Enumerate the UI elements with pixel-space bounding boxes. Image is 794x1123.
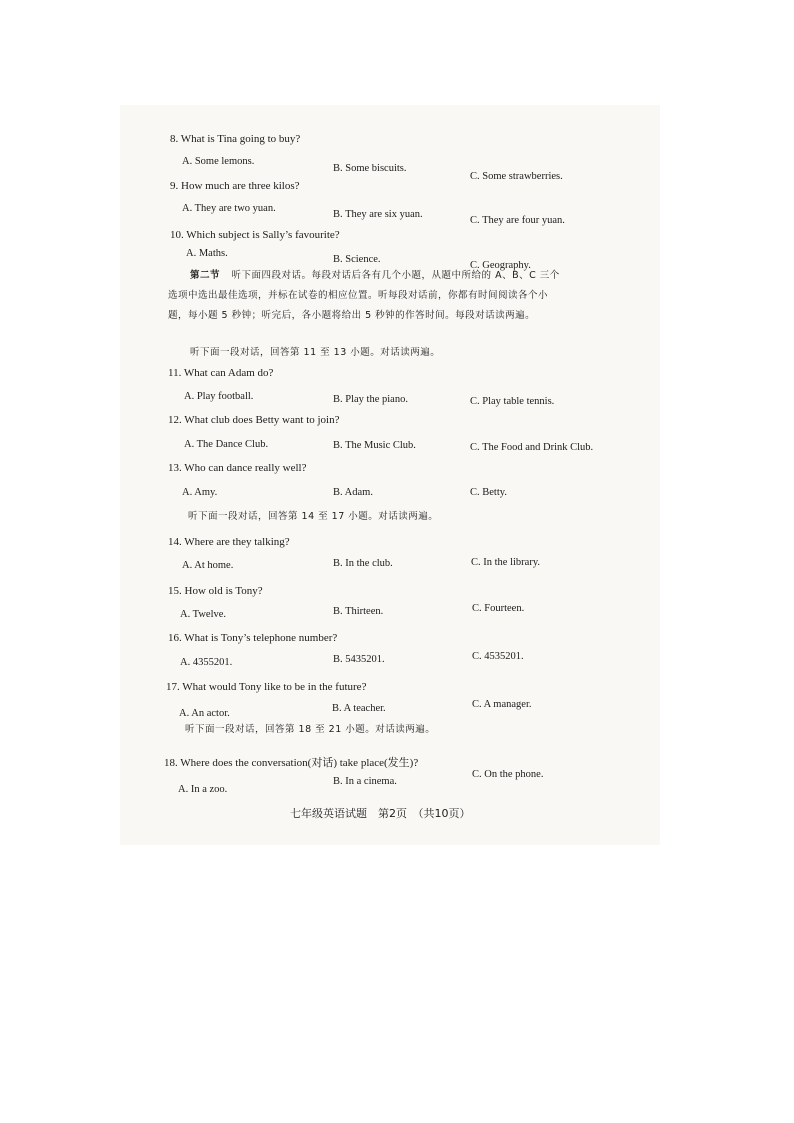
question-18: 18. Where does the conversation(对话) take place(发生)? [164, 757, 419, 769]
option-16b: B. 5435201. [333, 654, 385, 665]
page-footer: 七年级英语试题 第2页 （共10页） [290, 807, 471, 820]
question-15: 15. How old is Tony? [168, 585, 263, 597]
question-17: 17. What would Tony like to be in the future? [166, 681, 367, 693]
option-12a: A. The Dance Club. [184, 439, 269, 450]
option-17a: A. An actor. [179, 708, 230, 719]
option-15c: C. Fourteen. [472, 603, 525, 614]
option-10c: C. Geography. [470, 260, 531, 271]
question-14: 14. Where are they talking? [168, 536, 290, 548]
option-14a: A. At home. [182, 560, 234, 571]
option-10a: A. Maths. [186, 248, 228, 259]
option-18c: C. On the phone. [472, 769, 544, 780]
option-16c: C. 4535201. [472, 651, 524, 662]
option-9c: C. They are four yuan. [470, 215, 565, 226]
option-10b: B. Science. [333, 254, 381, 265]
option-15a: A. Twelve. [180, 609, 227, 620]
option-11c: C. Play table tennis. [470, 396, 555, 407]
question-12: 12. What club does Betty want to join? [168, 414, 340, 426]
section-text-1: 听下面四段对话。每段对话后各有几个小题，从题中所给的 A、B、C 三个 [231, 270, 560, 281]
option-14c: C. In the library. [471, 557, 541, 568]
option-18b: B. In a cinema. [333, 776, 397, 787]
section-heading: 第二节 [190, 270, 221, 281]
section-line-2: 选项中选出最佳选项，并标在试卷的相应位置。听每段对话前，你都有时间阅读各个小 [168, 290, 549, 301]
option-12c: C. The Food and Drink Club. [470, 442, 594, 453]
option-17c: C. A manager. [472, 699, 532, 710]
option-11a: A. Play football. [184, 391, 254, 402]
option-8a: A. Some lemons. [182, 156, 255, 167]
option-9a: A. They are two yuan. [182, 203, 276, 214]
section-line-3: 题，每小题 5 秒钟；听完后，各小题将给出 5 秒钟的作答时间。每段对话读两遍。 [168, 310, 536, 321]
question-13: 13. Who can dance really well? [168, 462, 307, 474]
option-8c: C. Some strawberries. [470, 171, 563, 182]
question-11: 11. What can Adam do? [168, 367, 274, 379]
option-16a: A. 4355201. [180, 657, 233, 668]
question-8: 8. What is Tina going to buy? [170, 133, 301, 145]
option-15b: B. Thirteen. [333, 606, 384, 617]
question-16: 16. What is Tony’s telephone number? [168, 632, 338, 644]
option-13c: C. Betty. [470, 487, 507, 498]
instruction-3: 听下面一段对话，回答第 18 至 21 小题。对话读两遍。 [185, 724, 436, 735]
option-18a: A. In a zoo. [178, 784, 228, 795]
option-17b: B. A teacher. [332, 703, 386, 714]
option-12b: B. The Music Club. [333, 440, 416, 451]
section-line-1 [190, 271, 560, 281]
instruction-2: 听下面一段对话，回答第 14 至 17 小题。对话读两遍。 [188, 511, 439, 522]
option-8b: B. Some biscuits. [333, 163, 407, 174]
option-13a: A. Amy. [182, 487, 218, 498]
option-14b: B. In the club. [333, 558, 393, 569]
option-11b: B. Play the piano. [333, 394, 408, 405]
question-9: 9. How much are three kilos? [170, 180, 300, 192]
instruction-1: 听下面一段对话，回答第 11 至 13 小题。对话读两遍。 [190, 347, 441, 358]
option-9b: B. They are six yuan. [333, 209, 423, 220]
option-13b: B. Adam. [333, 487, 373, 498]
question-10: 10. Which subject is Sally’s favourite? [170, 229, 340, 241]
